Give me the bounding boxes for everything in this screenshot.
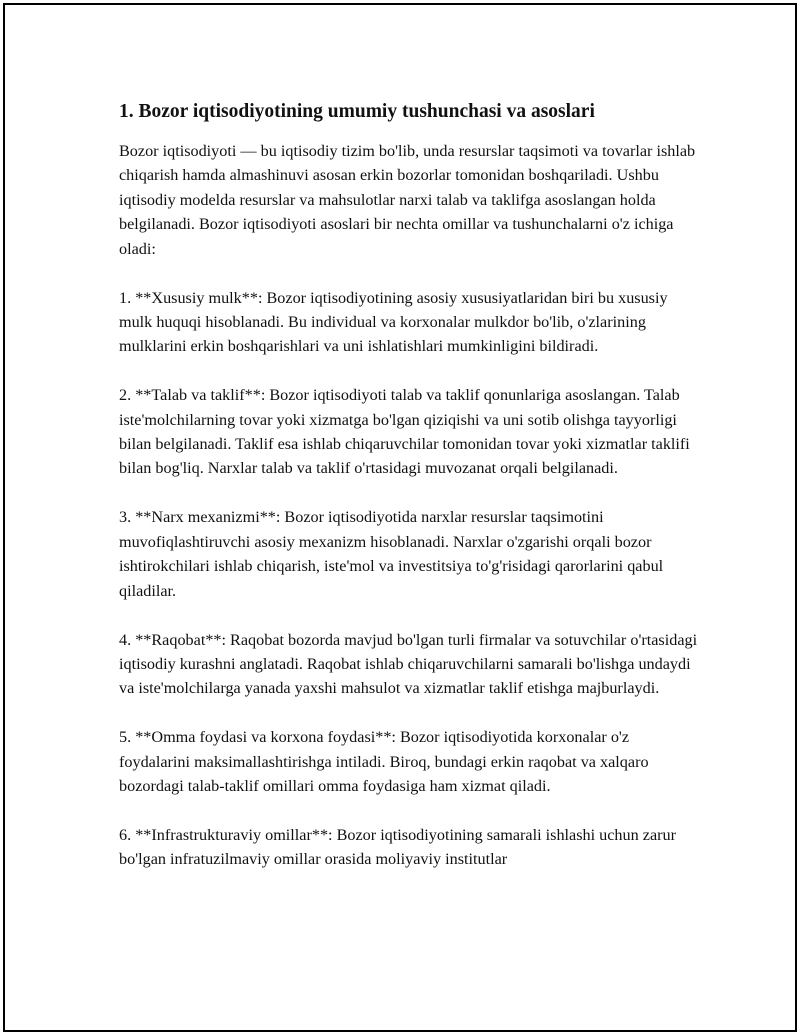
- paragraph-public-corporate-benefit: 5. **Omma foydasi va korxona foydasi**: Bozor iqtisodiyotida korxonalar o'z foydalarini maksimallashtirishga intiladi. Biroq, bundagi erkin raqobat va xalqaro bozordagi talab-taklif omillari omma foydasiga ham xizmat qiladi.: [119, 728, 649, 796]
- document-body: [119, 99, 699, 872]
- paragraph-infrastructure: 6. **Infrastrukturaviy omillar**: Bozor iqtisodiyotining samarali ishlashi uchun zarur bo'lgan infratuzilmaviy omillar orasida moliyaviy institutlar: [119, 825, 677, 869]
- intro-paragraph: Bozor iqtisodiyoti — bu iqtisodiy tizim bo'lib, unda resurslar taqsimoti va tovarlar ishlab chiqarish hamda almashinuvi asosan erkin bozorlar tomonidan boshqariladi. Ushbu iqtisodiy modelda resurslar va mahsulotlar narxi talab va taklifga asoslangan holda belgilanadi. Bozor iqtisodiyoti asoslari bir nechta omillar va tushunchalarni o'z ichiga oladi:: [119, 142, 696, 258]
- paragraph-supply-demand: 2. **Talab va taklif**: Bozor iqtisodiyoti talab va taklif qonunlariga asoslangan. Talab iste'molchilarning tovar yoki xizmatga bo'lgan qiziqishi va uni sotib olishga tayyorligi bilan belgilanadi. Taklif esa ishlab chiqaruvchilar tomonidan tovar yoki xizmatlar taklifi bilan bog'liq. Narxlar talab va taklif o'rtasidagi muvozanat orqali belgilanadi.: [119, 386, 690, 478]
- paragraph-price-mechanism: 3. **Narx mexanizmi**: Bozor iqtisodiyotida narxlar resurslar taqsimotini muvofiqlashtiruvchi asosiy mexanizm hisoblanadi. Narxlar o'zgarishi orqali bozor ishtirokchilari ishlab chiqarish, iste'mol va investitsiya to'g'risidagi qarorlarini qabul qiladilar.: [119, 508, 664, 600]
- section-heading: 1. Bozor iqtisodiyotining umumiy tushunchasi va asoslari: [119, 101, 595, 122]
- paragraph-private-property: 1. **Xususiy mulk**: Bozor iqtisodiyotining asosiy xususiyatlaridan biri bu xususiy mulk huquqi hisoblanadi. Bu individual va korxonalar mulkdor bo'lib, o'zlarining mulklarini erkin boshqarishlari va uni ishlatishlari mumkinligini bildiradi.: [119, 288, 668, 356]
- paragraph-competition: 4. **Raqobat**: Raqobat bozorda mavjud bo'lgan turli firmalar va sotuvchilar o'rtasidagi iqtisodiy kurashni anglatadi. Raqobat ishlab chiqaruvchilarni samarali bo'lishga undaydi va iste'molchilarga yanada yaxshi mahsulot va xizmatlar taklif etishga majburlaydi.: [119, 630, 698, 698]
- document-page: [3, 3, 797, 1032]
